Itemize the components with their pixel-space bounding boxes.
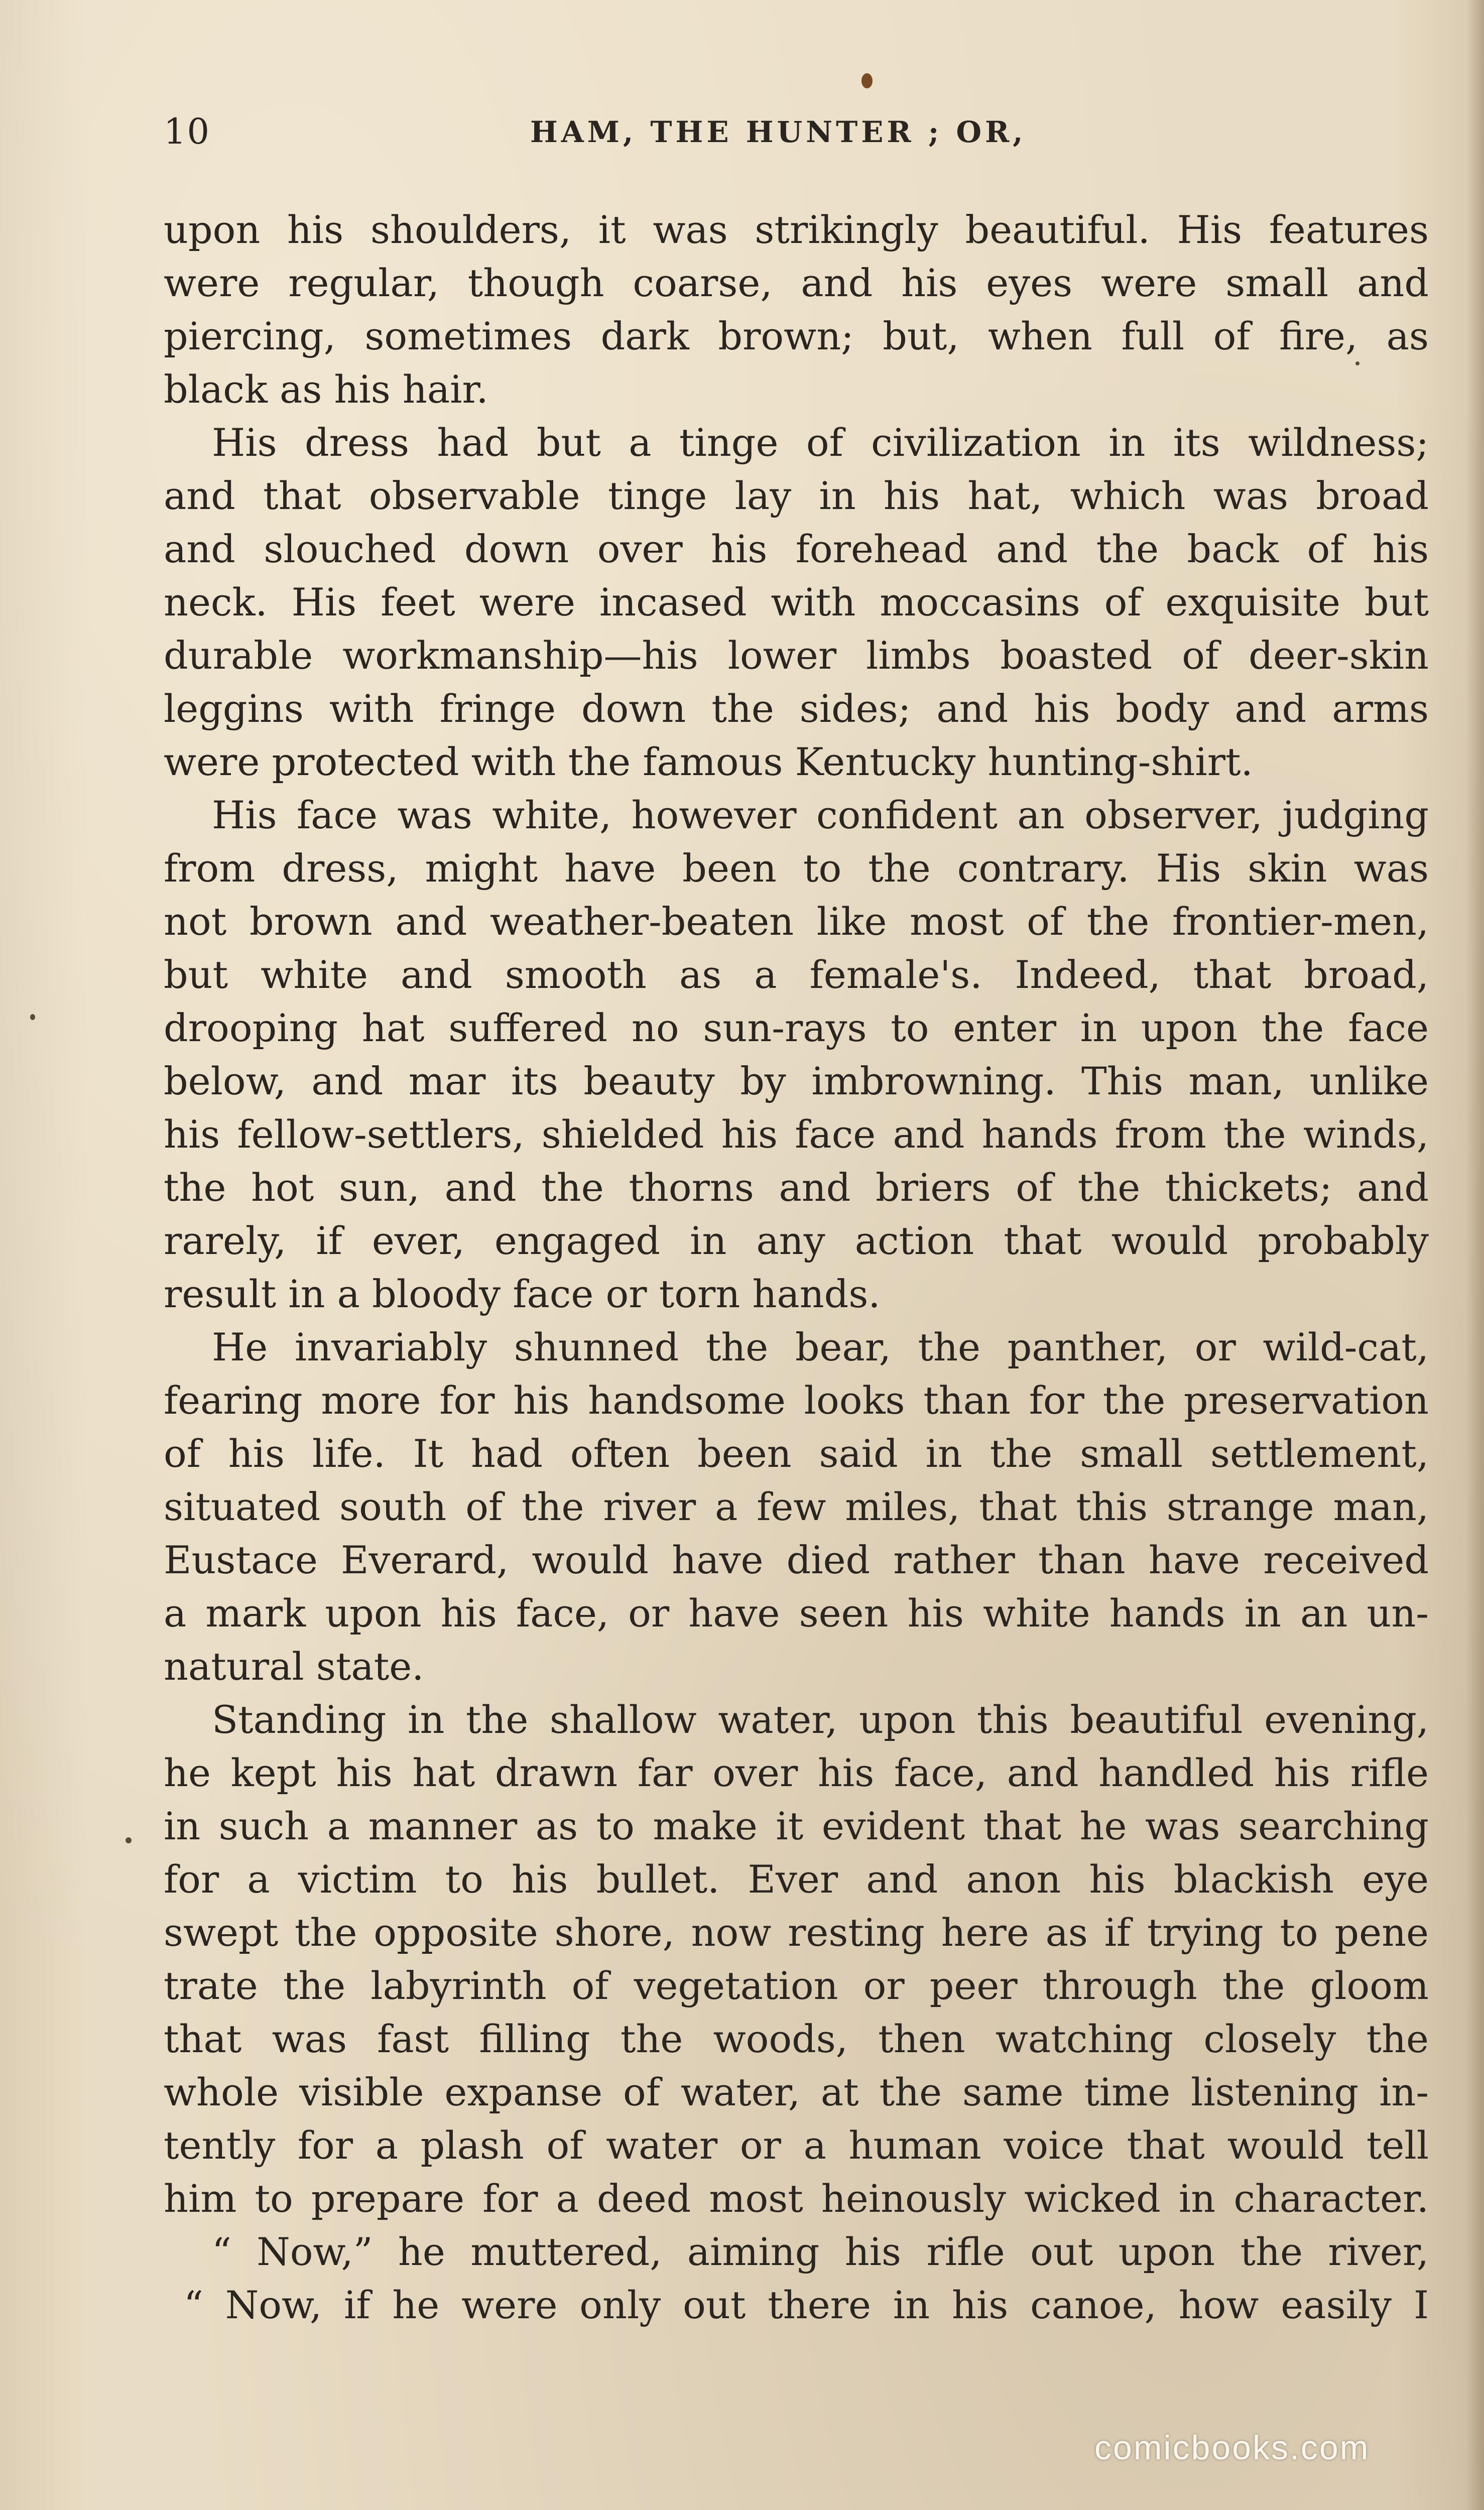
text-line: were protected with the famous Kentucky hunting-shirt.: [164, 739, 1253, 784]
text-line: rarely, if ever, engaged in any action that would probably: [164, 1218, 1429, 1263]
ink-blot: [861, 73, 873, 88]
text-line: piercing, sometimes dark brown; but, when full of fire, as: [164, 314, 1429, 358]
text-line: that was fast filling the woods, then watching closely the: [164, 2017, 1429, 2061]
text-line: and slouched down over his forehead and the back of his: [164, 527, 1429, 571]
text-line: situated south of the river a few miles, that this strange man,: [164, 1484, 1429, 1529]
text-line: trate the labyrinth of vegetation or peer through the gloom: [164, 1963, 1429, 2008]
paper-speck: [30, 1014, 35, 1020]
text-line: Eustace Everard, would have died rather than have received: [164, 1538, 1429, 1582]
text-line: neck. His feet were incased with moccasins of exquisite but: [164, 580, 1429, 624]
text-line: His face was white, however confident an observer, judging: [212, 793, 1429, 837]
text-line: below, and mar its beauty by imbrowning. This man, unlike: [164, 1059, 1429, 1103]
text-line: He invariably shunned the bear, the panther, or wild-cat,: [212, 1325, 1429, 1369]
text-line: natural state.: [164, 1644, 424, 1689]
text-line: a mark upon his face, or have seen his white hands in an un-: [164, 1591, 1429, 1636]
page-number: 10: [164, 111, 211, 152]
text-line: not brown and weather-beaten like most of the frontier-men,: [164, 899, 1429, 944]
text-line: black as his hair.: [164, 367, 488, 412]
text-line: drooping hat suffered no sun-rays to enter in upon the face: [164, 1006, 1429, 1050]
running-header: [164, 111, 1429, 152]
text-line: of his life. It had often been said in the small settlement,: [164, 1431, 1429, 1476]
text-line: upon his shoulders, it was strikingly beautiful. His features: [164, 207, 1429, 252]
text-line: the hot sun, and the thorns and briers of the thickets; and: [164, 1165, 1429, 1210]
text-line: and that observable tinge lay in his hat, which was broad: [164, 473, 1429, 518]
text-line: from dress, might have been to the contrary. His skin was: [164, 846, 1429, 891]
text-line: he kept his hat drawn far over his face, and handled his rifle: [164, 1750, 1429, 1795]
text-line: His dress had but a tinge of civilization in its wildness;: [212, 420, 1429, 465]
text-line: Standing in the shallow water, upon this beautiful evening,: [212, 1697, 1429, 1742]
paper-speck: [126, 1837, 132, 1843]
site-watermark: comicbooks.com: [1094, 2429, 1370, 2467]
text-line: “ Now,” he muttered, aiming his rifle out upon the river,: [212, 2229, 1429, 2274]
running-title: HAM, THE HUNTER ; OR,: [530, 115, 1027, 149]
body-text: [164, 203, 1429, 2332]
text-line: swept the opposite shore, now resting here as if trying to pene: [164, 1910, 1429, 1955]
text-line: for a victim to his bullet. Ever and anon his blackish eye: [164, 1857, 1429, 1902]
text-line: “ Now, if he were only out there in his canoe, how easily I: [184, 2283, 1429, 2327]
page-edge-shadow: [1466, 0, 1484, 2510]
text-line: fearing more for his handsome looks than for the preservation: [164, 1378, 1429, 1423]
text-line: result in a bloody face or torn hands.: [164, 1272, 881, 1316]
text-line: whole visible expanse of water, at the same time listening in-: [164, 2070, 1429, 2114]
text-line: durable workmanship—his lower limbs boasted of deer-skin: [164, 633, 1429, 678]
text-line: were regular, though coarse, and his eyes were small and: [164, 261, 1429, 305]
text-line: his fellow-settlers, shielded his face and hands from the winds,: [164, 1112, 1429, 1157]
text-line: him to prepare for a deed most heinously wicked in character.: [164, 2176, 1429, 2221]
text-line: in such a manner as to make it evident that he was searching: [164, 1804, 1429, 1848]
text-line: leggins with fringe down the sides; and his body and arms: [164, 686, 1429, 731]
text-line: but white and smooth as a female's. Indeed, that broad,: [164, 952, 1429, 997]
text-line: tently for a plash of water or a human voice that would tell: [164, 2123, 1429, 2168]
